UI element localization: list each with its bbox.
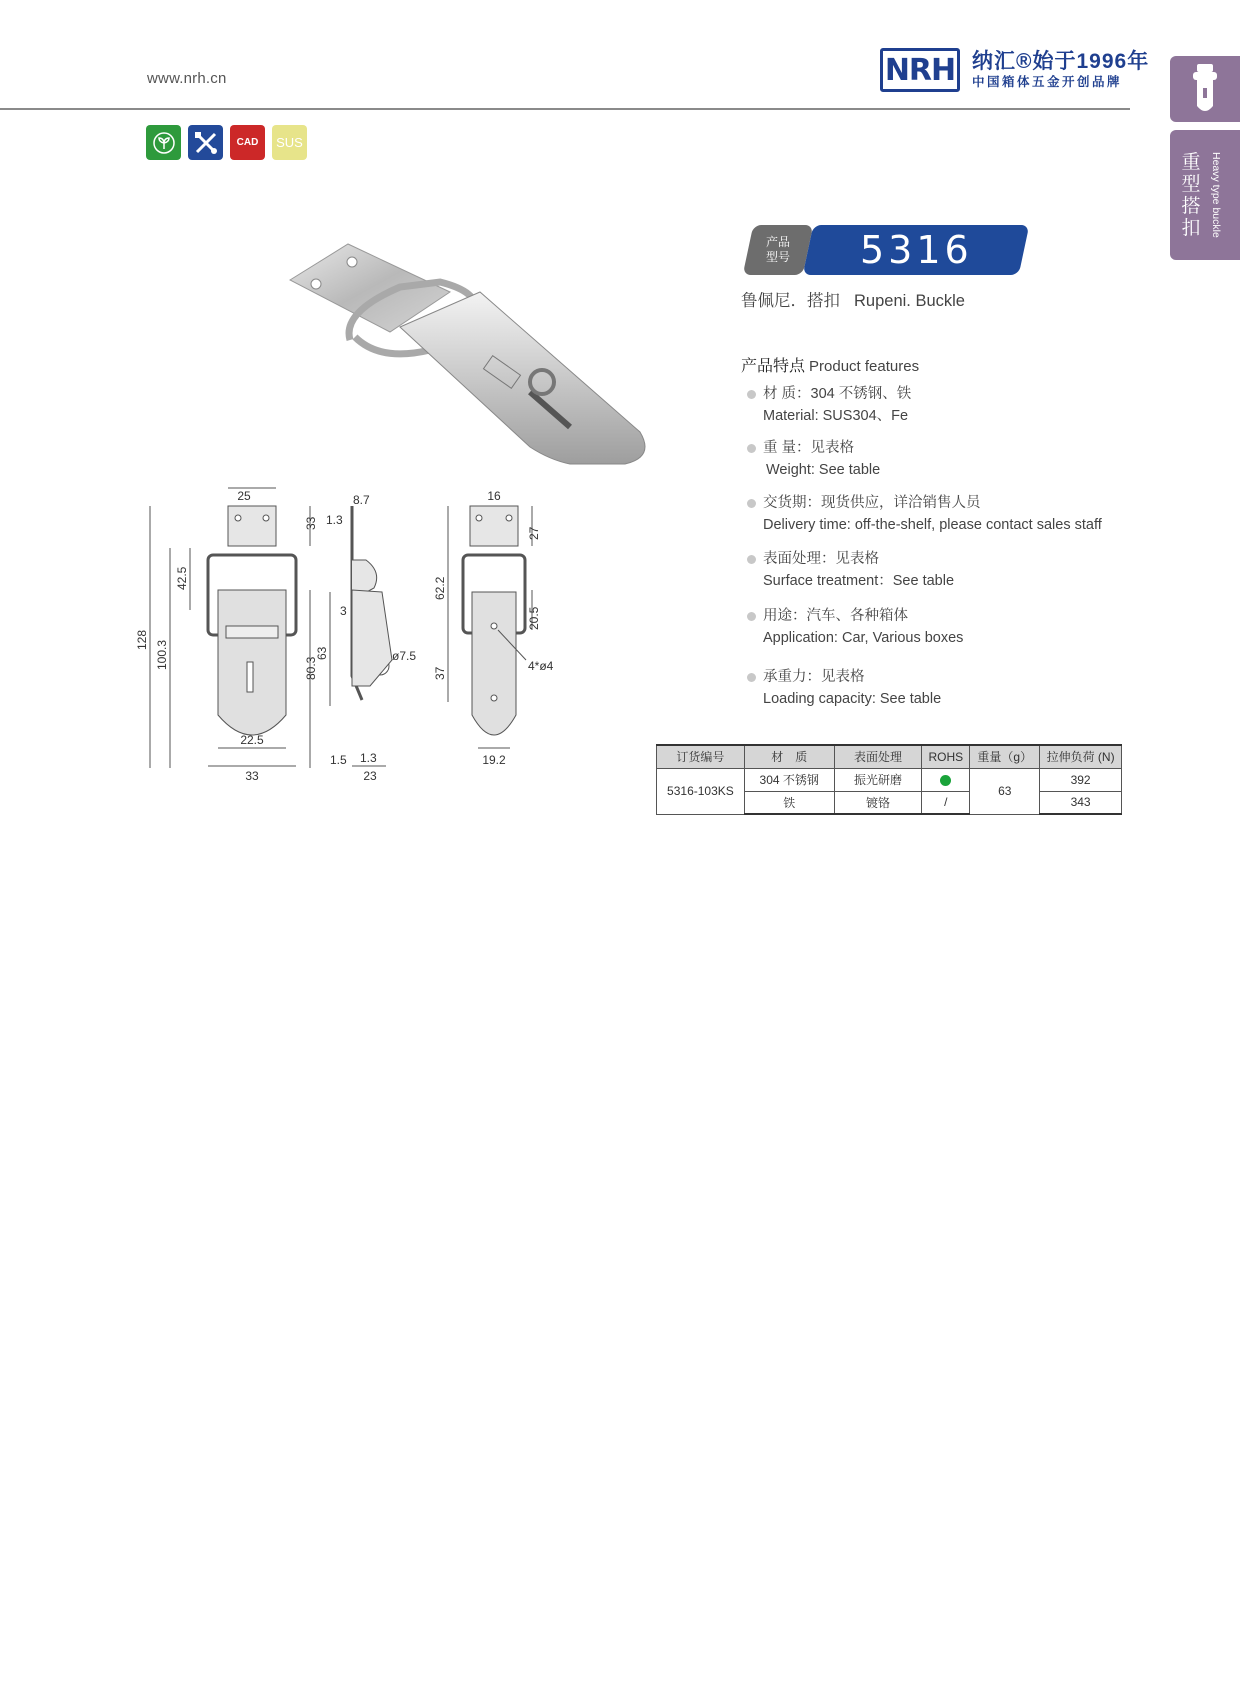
dim-label: 63 <box>315 646 329 660</box>
feature-cn: 表面处理：见表格 <box>747 548 1127 570</box>
feature-en: Delivery time: off-the-shelf, please contact sales staff <box>763 517 1102 533</box>
dim-label: 1.3 <box>360 751 377 765</box>
table-header: 重量（g） <box>970 745 1040 768</box>
dim-label: 1.3 <box>326 513 343 527</box>
feature-delivery <box>747 492 1127 536</box>
buckle-icon <box>1188 62 1222 116</box>
dim-label: 19.2 <box>482 753 506 767</box>
site-url: www.nrh.cn <box>147 70 227 87</box>
product-name <box>741 287 965 311</box>
table-header: ROHS <box>922 745 970 768</box>
dim-label: 62.2 <box>433 576 447 600</box>
table-header: 材 质 <box>744 745 834 768</box>
side-tab-category-icon[interactable] <box>1170 56 1240 122</box>
dim-label: 42.5 <box>175 566 189 590</box>
dim-label: 22.5 <box>240 733 264 747</box>
load-cell: 392 <box>1040 768 1122 791</box>
table-header: 表面处理 <box>834 745 922 768</box>
features-title-en: Product features <box>809 358 920 375</box>
eco-icon <box>146 125 181 160</box>
feature-application <box>747 605 1127 649</box>
dim-label: 80.3 <box>304 656 318 680</box>
dim-label: 20.5 <box>527 606 541 630</box>
model-tag-label: 产品型号 <box>765 235 790 264</box>
feature-en: Surface treatment：See table <box>763 573 955 589</box>
model-number: 5316 <box>859 228 973 272</box>
dim-label: 25 <box>237 489 251 503</box>
dim-label: 128 <box>135 629 149 650</box>
feature-loading <box>747 666 1127 710</box>
material-cell: 304 不锈钢 <box>744 768 834 791</box>
logo-subtitle: 中国箱体五金开创品牌 <box>972 75 1123 89</box>
surface-cell: 振光研磨 <box>834 768 922 791</box>
order-number-cell: 5316-103KS <box>657 768 745 814</box>
table-header: 订货编号 <box>657 745 745 768</box>
logo-text <box>972 50 1149 90</box>
certification-badges <box>146 125 307 160</box>
rohs-cell <box>922 768 970 791</box>
rohs-green-dot-icon <box>940 775 951 786</box>
sus-badge: SUS <box>272 125 307 160</box>
spec-table <box>656 744 1122 815</box>
feature-en: Weight: See table <box>766 462 881 478</box>
feature-en: Application: Car, Various boxes <box>763 630 964 646</box>
side-tab-cn-label: 重型搭扣 <box>1181 152 1201 239</box>
table-header: 拉伸负荷 (N) <box>1040 745 1122 768</box>
header-divider <box>0 108 1130 110</box>
features-title-cn: 产品特点 <box>741 358 806 375</box>
dim-label: 8.7 <box>353 493 370 507</box>
feature-cn: 承重力：见表格 <box>747 666 1127 688</box>
dim-label: 4*ø4 <box>528 659 554 673</box>
technical-drawings <box>130 480 570 820</box>
feature-cn: 重 量：见表格 <box>747 437 1127 459</box>
rohs-cell: / <box>922 791 970 814</box>
dim-label: ø7.5 <box>392 649 417 663</box>
dim-label: 100.3 <box>155 639 169 670</box>
dim-label: 16 <box>487 489 501 503</box>
tools-icon <box>188 125 223 160</box>
dim-label: 3 <box>340 604 347 618</box>
dim-label: 1.5 <box>330 753 347 767</box>
dim-label: 27 <box>527 526 541 540</box>
brand-logo <box>880 48 1149 92</box>
feature-cn: 材 质：304 不锈钢、铁 <box>747 383 1127 405</box>
feature-en: Loading capacity: See table <box>763 691 942 707</box>
model-number-banner <box>803 225 1030 275</box>
side-tab-heavy-buckle[interactable] <box>1170 130 1240 260</box>
product-name-en: Rupeni. Buckle <box>854 292 965 310</box>
weight-cell: 63 <box>970 768 1040 814</box>
product-name-cn: 鲁佩尼．搭扣 <box>741 292 840 310</box>
model-tag <box>743 225 814 275</box>
feature-cn: 用途：汽车、各种箱体 <box>747 605 1127 627</box>
surface-cell: 镀铬 <box>834 791 922 814</box>
material-cell: 铁 <box>744 791 834 814</box>
product-photo <box>280 232 680 512</box>
feature-weight <box>747 437 1127 481</box>
feature-cn: 交货期：现货供应，详洽销售人员 <box>747 492 1127 514</box>
dim-label: 33 <box>304 516 318 530</box>
logo-slogan: 纳汇®始于1996年 <box>972 50 1150 73</box>
logo-mark: NRH <box>880 48 960 92</box>
feature-surface <box>747 548 1127 592</box>
dim-label: 33 <box>245 769 259 783</box>
cad-badge: CAD <box>230 125 265 160</box>
table-row <box>657 768 1122 791</box>
features-title <box>741 353 919 376</box>
load-cell: 343 <box>1040 791 1122 814</box>
side-tab-en-label: Heavy type buckle <box>1210 152 1222 238</box>
table-header-row <box>657 745 1122 768</box>
dim-label: 23 <box>363 769 377 783</box>
dim-label: 37 <box>433 666 447 680</box>
feature-en: Material: SUS304、Fe <box>763 408 909 424</box>
feature-material <box>747 383 1127 427</box>
